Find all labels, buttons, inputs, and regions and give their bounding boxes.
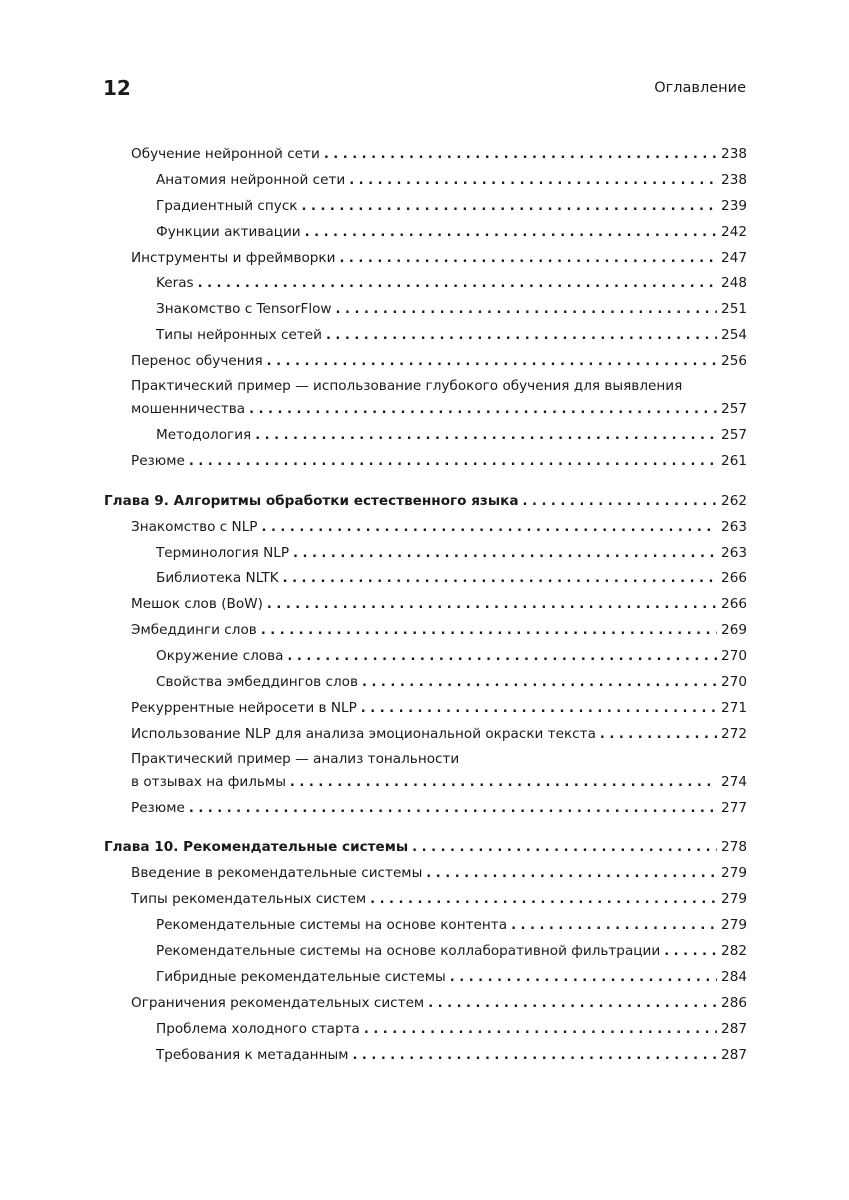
toc-entry[interactable] [104, 566, 747, 592]
toc-page-number: 287 [721, 1020, 747, 1037]
toc-page-number: 286 [721, 994, 747, 1011]
toc-page-number: 239 [721, 197, 747, 214]
toc-entry-title: Библиотека NLTK [156, 570, 279, 587]
toc-page-number: 248 [721, 275, 747, 292]
dot-leader [267, 592, 717, 618]
toc-entry-title: Рекомендательные системы на основе контента [156, 917, 508, 934]
toc-page-number: 262 [721, 492, 747, 509]
toc-entry[interactable] [104, 770, 747, 796]
toc-page-number: 274 [721, 773, 747, 790]
toc-page-number: 279 [721, 917, 747, 934]
toc-entry-title: Обучение нейронной сети [131, 146, 320, 162]
toc-entry[interactable] [104, 592, 747, 618]
toc-page-number: 247 [721, 249, 747, 266]
dot-leader [305, 220, 717, 246]
toc-entry[interactable] [104, 644, 747, 670]
dot-leader [349, 168, 717, 194]
toc-entry[interactable] [104, 515, 747, 541]
toc-entry[interactable] [104, 670, 747, 696]
toc-page-number: 257 [721, 401, 747, 418]
toc-entry-title: Введение в рекомендательные системы [131, 865, 423, 882]
toc-chapter-entry[interactable] [104, 835, 747, 861]
toc-entry[interactable] [104, 939, 747, 965]
toc-page-number: 284 [721, 969, 747, 986]
dot-leader [428, 991, 717, 1017]
toc-entry[interactable] [104, 965, 747, 991]
toc-entry-title: Ограничения рекомендательных систем [131, 994, 425, 1011]
dot-leader [426, 861, 717, 887]
toc-page-number: 238 [721, 146, 747, 162]
toc-page-number: 287 [721, 1046, 747, 1063]
toc-entry-title: Окружение слова [156, 648, 284, 665]
toc-entry-title: Мешок слов (BoW) [131, 596, 263, 613]
dot-leader [293, 541, 717, 567]
dot-leader [189, 796, 717, 822]
toc-entry[interactable] [104, 913, 747, 939]
toc-entry[interactable] [104, 397, 747, 423]
toc-page-number: 282 [721, 943, 747, 960]
dot-leader [324, 142, 717, 168]
toc-entry-title: Использование NLP для анализа эмоциональной окраски текста [131, 725, 596, 742]
toc-entry[interactable] [104, 618, 747, 644]
toc-entry-title: Резюме [131, 799, 185, 816]
dot-leader [267, 349, 717, 375]
toc-page-number: 277 [721, 799, 747, 816]
toc-entry-title: мошенничества [131, 401, 246, 418]
toc-entry[interactable] [104, 323, 747, 349]
toc-entry-title: Глава 10. Рекомендательные системы [104, 839, 409, 856]
toc-entry-title: Требования к метаданным [156, 1046, 349, 1063]
dot-leader [336, 297, 718, 323]
toc-page-number: 278 [721, 839, 747, 856]
toc-entry-title: Типы рекомендательных систем [131, 891, 367, 908]
toc-page-number: 266 [721, 570, 747, 587]
toc-entry-line: Практический пример — использование глубокого обучения для выявления [131, 378, 683, 395]
toc-page-number: 270 [721, 674, 747, 691]
toc-entry[interactable] [104, 796, 747, 822]
toc-entry-title: Инструменты и фреймворки [131, 249, 336, 266]
toc-entry[interactable] [104, 861, 747, 887]
toc-entry-title: Свойства эмбеддингов слов [156, 674, 358, 691]
toc-page-number: 272 [721, 725, 747, 742]
dot-leader [262, 515, 718, 541]
dot-leader [664, 939, 717, 965]
dot-leader [352, 1043, 717, 1069]
dot-leader [339, 246, 717, 272]
toc-entry[interactable] [104, 271, 747, 297]
dot-leader [511, 913, 717, 939]
toc-entry-title: в отзывах на фильмы [131, 773, 286, 790]
toc-entry[interactable] [104, 297, 747, 323]
toc-entry[interactable] [104, 194, 747, 220]
toc-entry[interactable] [104, 722, 747, 748]
toc-entry-title: Рекомендательные системы на основе коллаборативной фильтрации [156, 943, 661, 960]
toc-entry[interactable] [104, 168, 747, 194]
toc-entry[interactable] [104, 246, 747, 272]
toc-page-number: 279 [721, 891, 747, 908]
dot-leader [261, 618, 717, 644]
running-title: Оглавление [654, 80, 746, 96]
toc-entry-title: Рекуррентные нейросети в NLP [131, 699, 357, 716]
toc-page-number: 257 [721, 426, 747, 443]
dot-leader [249, 397, 717, 423]
dot-leader [198, 271, 717, 297]
dot-leader [326, 323, 717, 349]
dot-leader [287, 644, 717, 670]
dot-leader [255, 423, 717, 449]
toc-page-number: 251 [721, 301, 747, 318]
toc-entry[interactable] [104, 696, 747, 722]
dot-leader [364, 1017, 717, 1043]
toc-page-number: 269 [721, 622, 747, 639]
toc-entry-title: Методология [156, 426, 252, 443]
dot-leader [600, 722, 717, 748]
dot-leader [370, 887, 717, 913]
toc-entry-title: Анатомия нейронной сети [156, 171, 346, 188]
toc-entry-title: Знакомство с TensorFlow [156, 301, 332, 318]
toc-entry[interactable] [104, 1017, 747, 1043]
toc-entry-title: Проблема холодного старта [156, 1020, 360, 1037]
toc-entry-title: Функции активации [156, 223, 301, 240]
toc-page-number: 256 [721, 353, 747, 370]
dot-leader [450, 965, 717, 991]
toc-entry[interactable] [104, 423, 747, 449]
toc-entry-title: Гибридные рекомендательные системы [156, 969, 446, 986]
dot-leader [290, 770, 717, 796]
toc-entry[interactable] [104, 142, 747, 168]
toc-page-number: 263 [721, 518, 747, 535]
page-number: 12 [103, 76, 131, 100]
toc-page-number: 266 [721, 596, 747, 613]
dot-leader [302, 194, 718, 220]
toc-entry[interactable] [104, 991, 747, 1017]
toc-entry[interactable] [104, 220, 747, 246]
dot-leader [361, 696, 717, 722]
toc-page-number: 263 [721, 544, 747, 561]
toc-entry-line: Практический пример — анализ тональности [131, 750, 460, 767]
toc-entry[interactable] [104, 541, 747, 567]
toc-entry-title: Перенос обучения [131, 353, 263, 370]
toc-chapter-entry[interactable] [104, 489, 747, 515]
dot-leader [362, 670, 717, 696]
toc-page-number: 279 [721, 865, 747, 882]
table-of-contents [104, 142, 747, 1069]
toc-page-number: 254 [721, 327, 747, 344]
toc-page-number: 261 [721, 452, 747, 469]
toc-entry-title: Терминология NLP [156, 544, 290, 561]
toc-entry-title: Резюме [131, 452, 185, 469]
toc-entry[interactable] [104, 887, 747, 913]
dot-leader [283, 566, 717, 592]
dot-leader [412, 835, 717, 861]
toc-entry-title: Знакомство с NLP [131, 518, 258, 535]
dot-leader [523, 489, 718, 515]
toc-entry-title: Keras [156, 275, 194, 292]
toc-page-number: 242 [721, 223, 747, 240]
toc-entry-title: Градиентный спуск [156, 197, 298, 214]
toc-page-number: 238 [721, 171, 747, 188]
dot-leader [189, 449, 717, 475]
toc-entry[interactable] [104, 1043, 747, 1069]
toc-page-number: 270 [721, 648, 747, 665]
toc-entry[interactable] [104, 449, 747, 475]
toc-entry[interactable] [104, 349, 747, 375]
toc-entry-title: Глава 9. Алгоритмы обработки естественного языка [104, 492, 519, 509]
toc-entry-title: Эмбеддинги слов [131, 622, 257, 639]
toc-page-number: 271 [721, 699, 747, 716]
toc-entry-title: Типы нейронных сетей [156, 327, 322, 344]
